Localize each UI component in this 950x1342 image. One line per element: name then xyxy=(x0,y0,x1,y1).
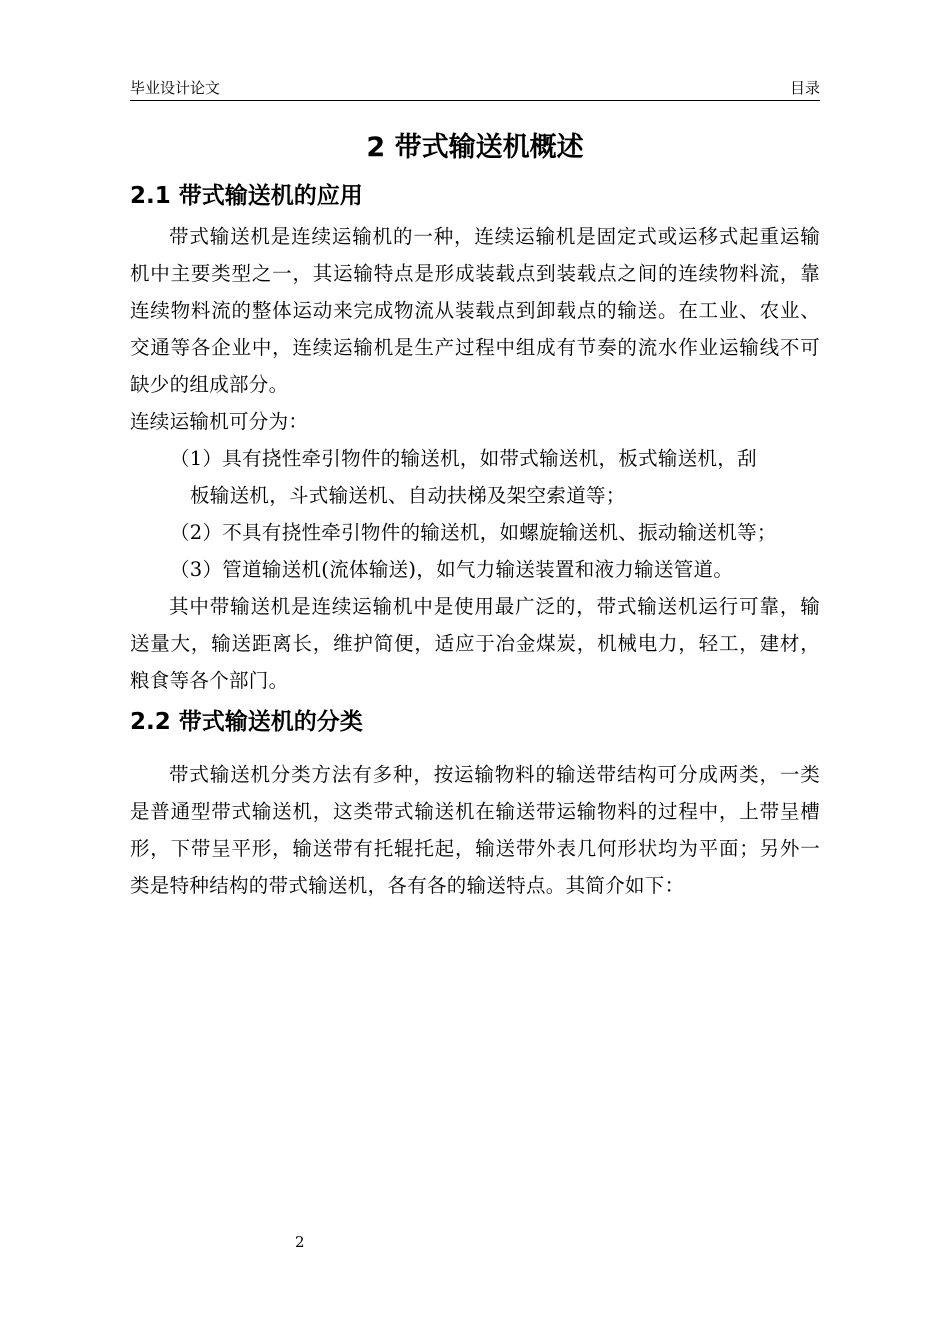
paragraph-application-intro: 带式输送机是连续运输机的一种，连续运输机是固定式或运移式起重运输机中主要类型之一，其运输特点是形成装载点到装载点之间的连续物料流，靠连续物料流的整体运动来完成物流从装载点到卸载点的输送。在工业、农业、交通等各企业中，连续运输机是生产过程中组成有节奏的流水作业运输线不可缺少的组成部分。 xyxy=(130,225,820,396)
paragraph-belt-usage: 其中带输送机是连续运输机中是使用最广泛的，带式输送机运行可靠，输送量大，输送距离长，维护简便，适应于冶金煤炭，机械电力，轻工，建材，粮食等各个部门。 xyxy=(130,595,820,692)
section-title-2-2: 2.2 带式输送机的分类 xyxy=(130,709,363,735)
list-item-1-continued: 板输送机，斗式输送机、自动扶梯及架空索道等； xyxy=(190,484,626,507)
chapter-title: 2 带式输送机概述 xyxy=(366,132,584,163)
header-thesis-label: 毕业设计论文 xyxy=(130,79,221,97)
list-item-2: （2）不具有挠性牵引物件的输送机，如螺旋输送机、振动输送机等； xyxy=(170,521,777,544)
paragraph-classification-lead: 连续运输机可分为： xyxy=(130,410,309,433)
list-item-3: （3）管道输送机(流体输送)，如气力输送装置和液力输送管道。 xyxy=(170,558,734,581)
section-title-2-1: 2.1 带式输送机的应用 xyxy=(130,183,363,209)
list-item-1: （1）具有挠性牵引物件的输送机，如带式输送机，板式输送机，刮 xyxy=(170,447,757,470)
header-section-label: 目录 xyxy=(789,79,820,97)
page-number: 2 xyxy=(295,1233,305,1251)
paragraph-classification: 带式输送机分类方法有多种，按运输物料的输送带结构可分成两类，一类是普通型带式输送机，这类带式输送机在输送带运输物料的过程中，上带呈槽形，下带呈平形，输送带有托辊托起，输送带外表几何形状均为平面；另外一类是特种结构的带式输送机，各有各的输送特点。其简介如下： xyxy=(130,763,820,897)
page-header xyxy=(130,78,820,101)
